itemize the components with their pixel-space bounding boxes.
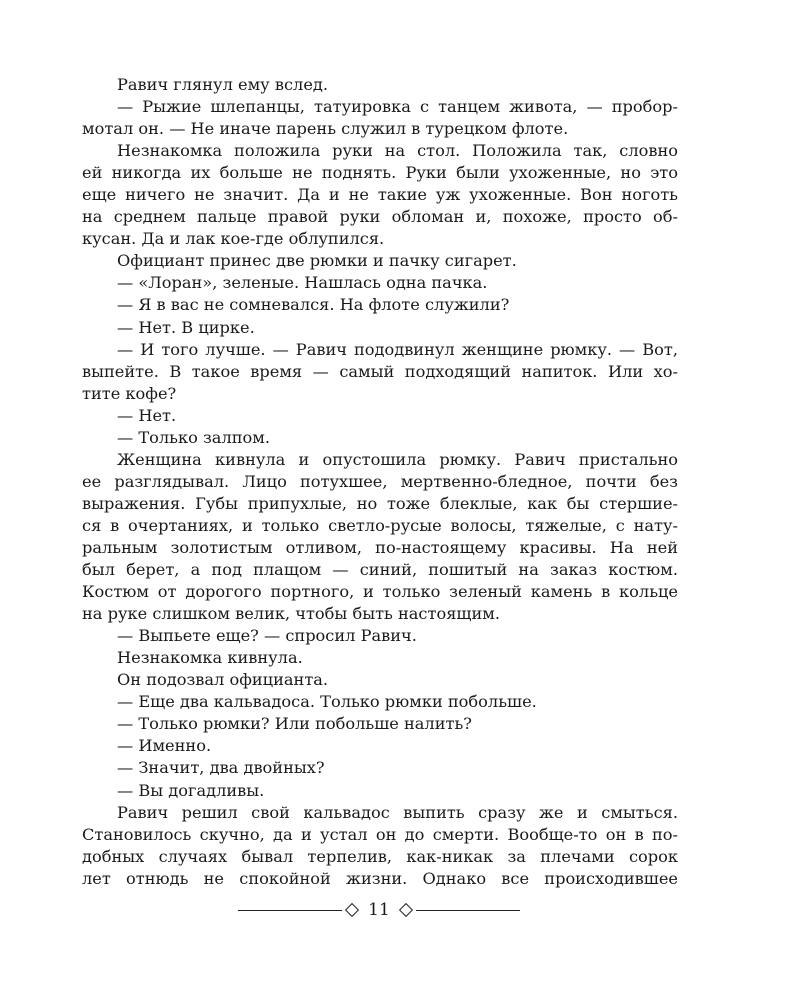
- text-line: выражения. Губы припухлые, но тоже блеклые, как бы стершие-: [82, 493, 678, 513]
- diamond-icon: [345, 903, 359, 917]
- text-line: — Я в вас не сомневался. На флоте служили?: [117, 295, 510, 315]
- text-line: Незнакомка кивнула.: [117, 648, 303, 668]
- text-line: Становилось скучно, да и устал он до смерти. Вообще-то он в по-: [82, 824, 678, 844]
- text-line: — Значит, два двойных?: [117, 758, 325, 778]
- text-line: ральным золотистым отливом, по-настоящему красивы. На ней: [82, 537, 678, 557]
- text-line: на руке слишком велик, чтобы быть настоящим.: [82, 604, 500, 624]
- text-line: лет отнюдь не спокойной жизни. Однако все происходившее: [82, 868, 678, 888]
- text-line: ее разглядывал. Лицо потухшее, мертвенно-бледное, почти без: [82, 471, 678, 491]
- text-line: тите кофе?: [82, 383, 177, 403]
- text-line: — Еще два кальвадоса. Только рюмки побольше.: [117, 692, 537, 712]
- text-line: — Только рюмки? Или побольше налить?: [117, 714, 472, 734]
- text-line: Равич глянул ему вслед.: [117, 75, 329, 94]
- text-line: Костюм от дорогого портного, и только зеленый камень в кольце: [82, 582, 678, 602]
- text-line: кусан. Да и лак кое-где облупился.: [82, 229, 385, 249]
- text-line: на среднем пальце правой руки обломан и, похоже, просто об-: [82, 207, 678, 227]
- text-line: Незнакомка положила руки на стол. Положила так, словно: [117, 141, 678, 161]
- footer-rule-right: [416, 910, 520, 911]
- page-text: [82, 74, 678, 890]
- text-line: ей никогда их больше не поднять. Руки были ухоженные, но это: [82, 163, 678, 183]
- text-line: Женщина кивнула и опустошила рюмку. Равич пристально: [117, 449, 678, 469]
- text-line: — «Лоран», зеленые. Нашлась одна пачка.: [117, 273, 488, 293]
- text-line: — И того лучше. — Равич пододвинул женщине рюмку. — Вот,: [117, 339, 678, 359]
- page-number: 11: [368, 900, 390, 920]
- text-line: — Нет. В цирке.: [117, 317, 255, 337]
- text-line: ся в очертаниях, и только светло-русые волосы, тяжелые, с нату-: [82, 515, 678, 535]
- text-line: — Только залпом.: [117, 427, 271, 447]
- text-line: выпейте. В такое время — самый подходящий напиток. Или хо-: [82, 361, 678, 381]
- text-line: Официант принес две рюмки и пачку сигарет.: [117, 251, 517, 271]
- text-line: — Выпьете еще? — спросил Равич.: [117, 626, 417, 646]
- text-line: добных случаях бывал терпелив, как-никак за плечами сорок: [82, 846, 678, 866]
- text-line: Равич решил свой кальвадос выпить сразу же и смыться.: [117, 802, 678, 822]
- text-line: — Вы догадливы.: [117, 780, 265, 800]
- text-line: еще ничего не значит. Да и не такие уж ухоженные. Вон ноготь: [82, 185, 678, 205]
- text-line: был берет, а под плащом — синий, пошитый на заказ костюм.: [82, 560, 678, 580]
- text-line: — Нет.: [117, 405, 177, 425]
- diamond-icon: [399, 903, 413, 917]
- footer-rule-left: [238, 910, 342, 911]
- text-line: — Рыжие шлепанцы, татуировка с танцем живота, — пробор-: [117, 97, 678, 117]
- text-line: Он подозвал официанта.: [117, 670, 329, 690]
- page-footer: [232, 898, 526, 922]
- text-line: — Именно.: [117, 736, 212, 756]
- text-line: мотал он. — Не иначе парень служил в турецком флоте.: [82, 119, 569, 139]
